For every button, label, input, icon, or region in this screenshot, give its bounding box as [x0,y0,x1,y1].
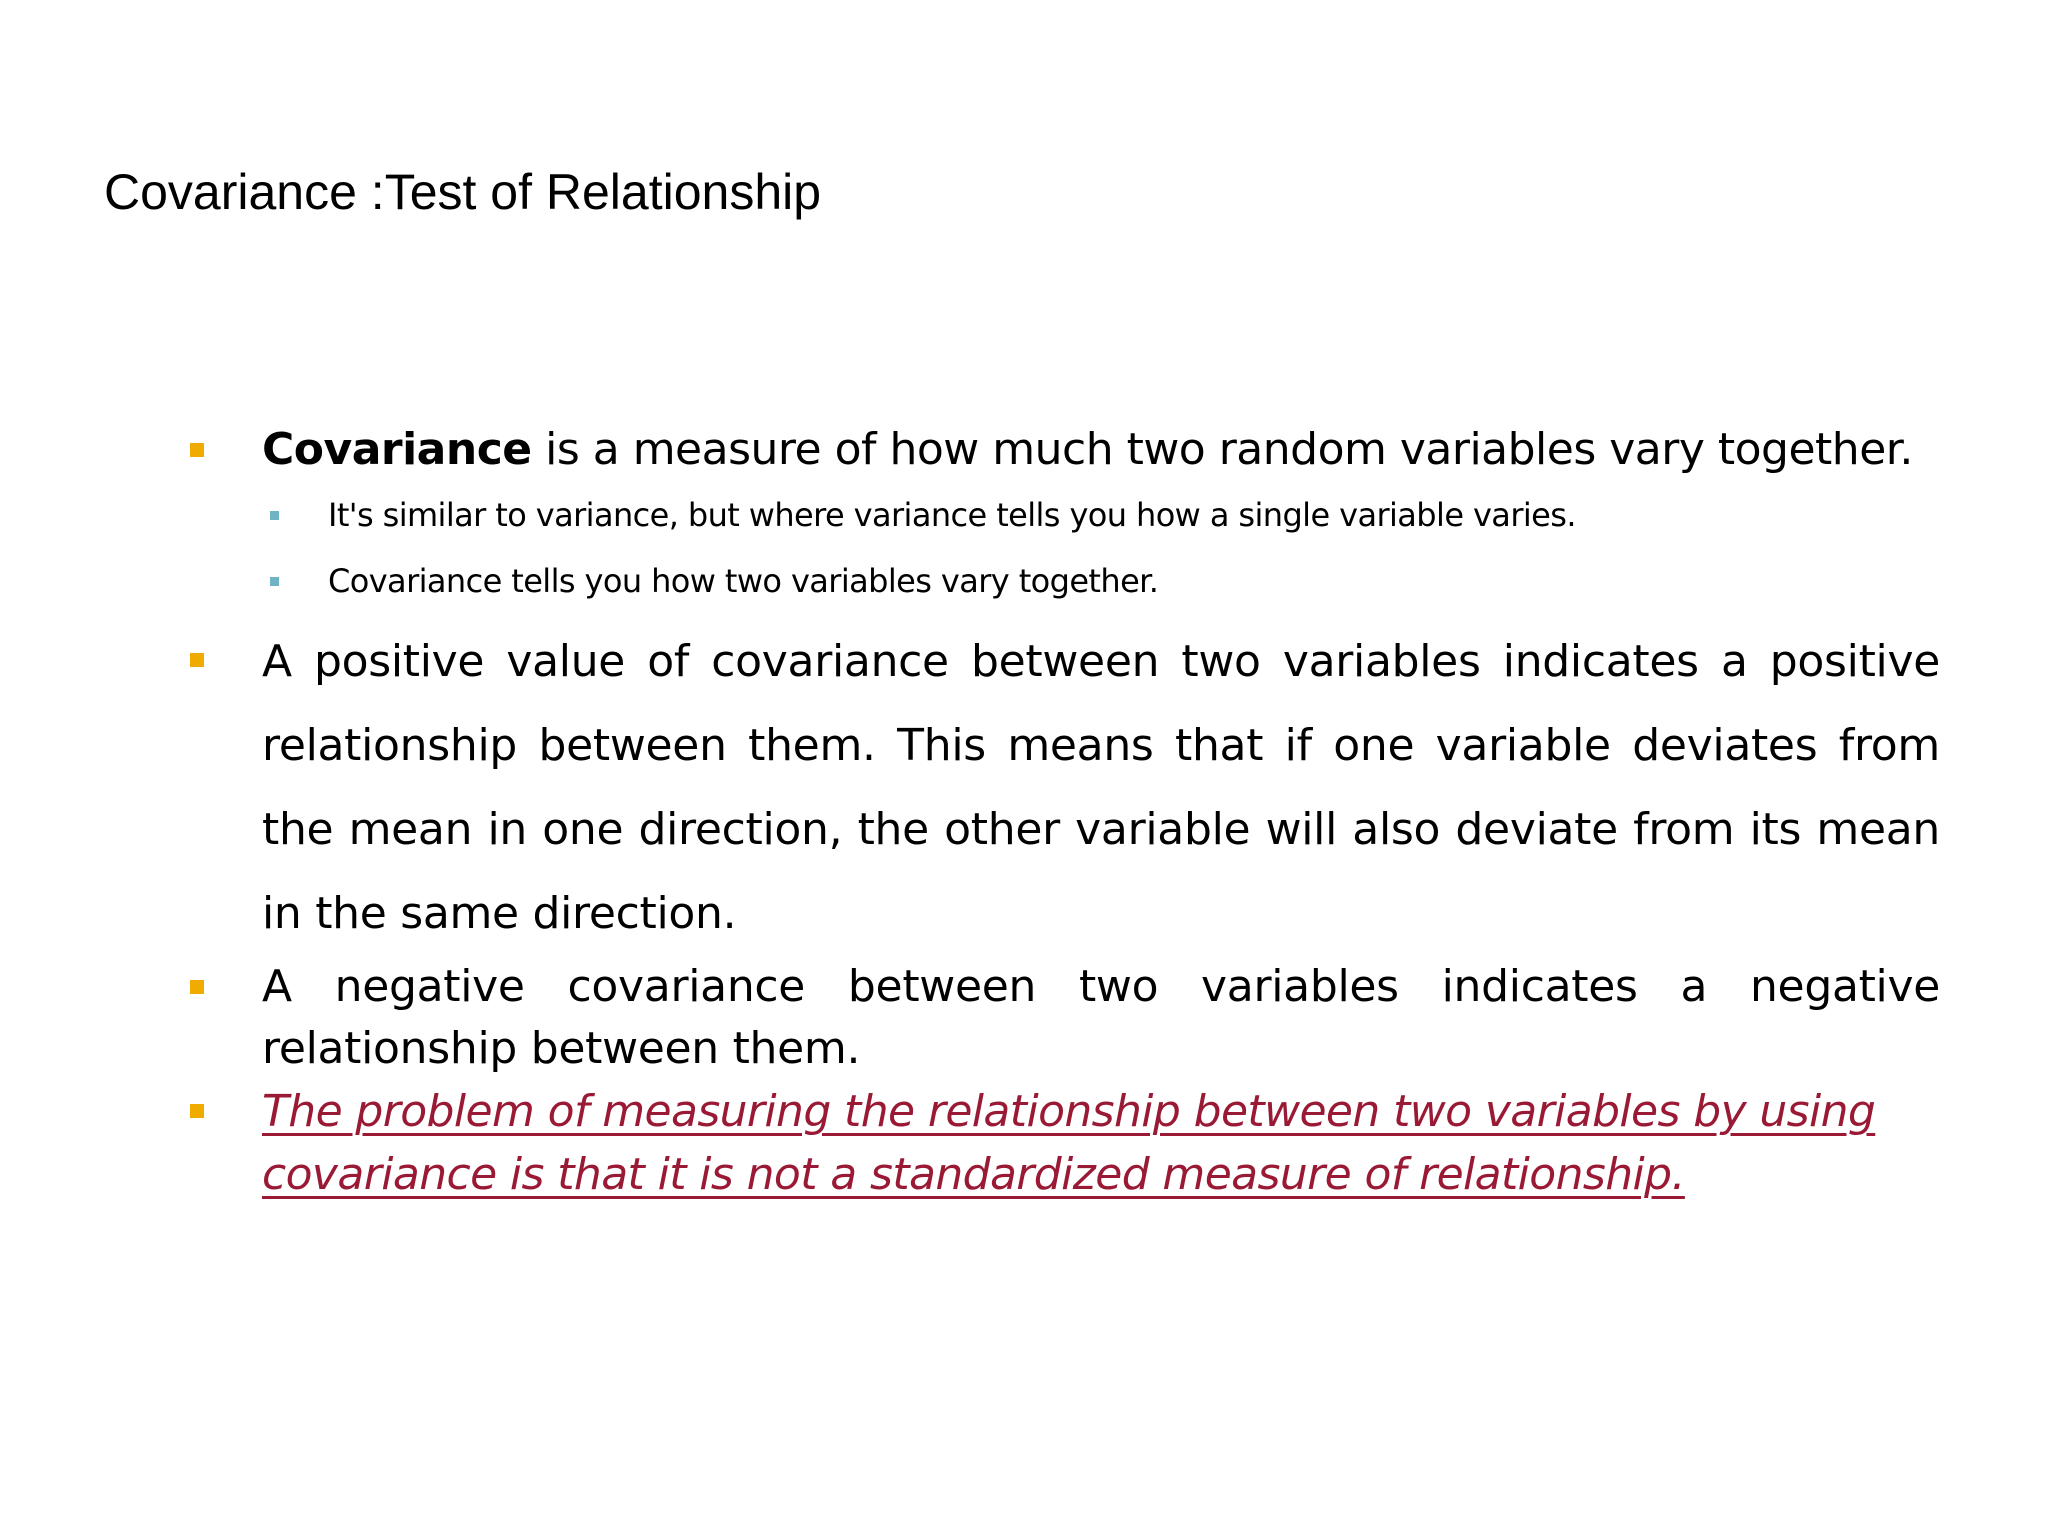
sub-bullet-text: Covariance tells you how two variables vary together. [328,562,1159,600]
sub-bullet-text: It's similar to variance, but where variance tells you how a single variable varies. [328,496,1576,534]
bullet-list [190,418,1940,1206]
square-bullet-icon [190,1104,204,1118]
bullet-text: is a measure of how much two random variables vary together. [531,424,1913,475]
bullet-text: A negative covariance between two variables indicates a negative relationship between them. [262,961,1940,1074]
bullet-covariance-definition [190,418,1940,614]
sub-bullet-together [190,548,1940,614]
small-square-bullet-icon [270,511,279,520]
bullet-negative-covariance [190,956,1940,1080]
square-bullet-icon [190,443,204,457]
square-bullet-icon [190,653,204,667]
slide-title: Covariance :Test of Relationship [104,164,822,220]
bullet-positive-covariance [190,620,1940,956]
bullet-text: A positive value of covariance between two variables indicates a positive relationship between them. This means that if one variable deviates from the mean in one direction, the other variable will also deviate from its mean in the same direction. [262,636,1940,939]
bullet-term: Covariance [262,424,532,475]
small-square-bullet-icon [270,577,279,586]
square-bullet-icon [190,980,204,994]
emphasized-text: The problem of measuring the relationship between two variables by using covariance is that it is not a standardized measure of relationship. [262,1086,1876,1200]
sub-bullet-variance [190,482,1940,548]
bullet-problem-statement [190,1080,1940,1206]
